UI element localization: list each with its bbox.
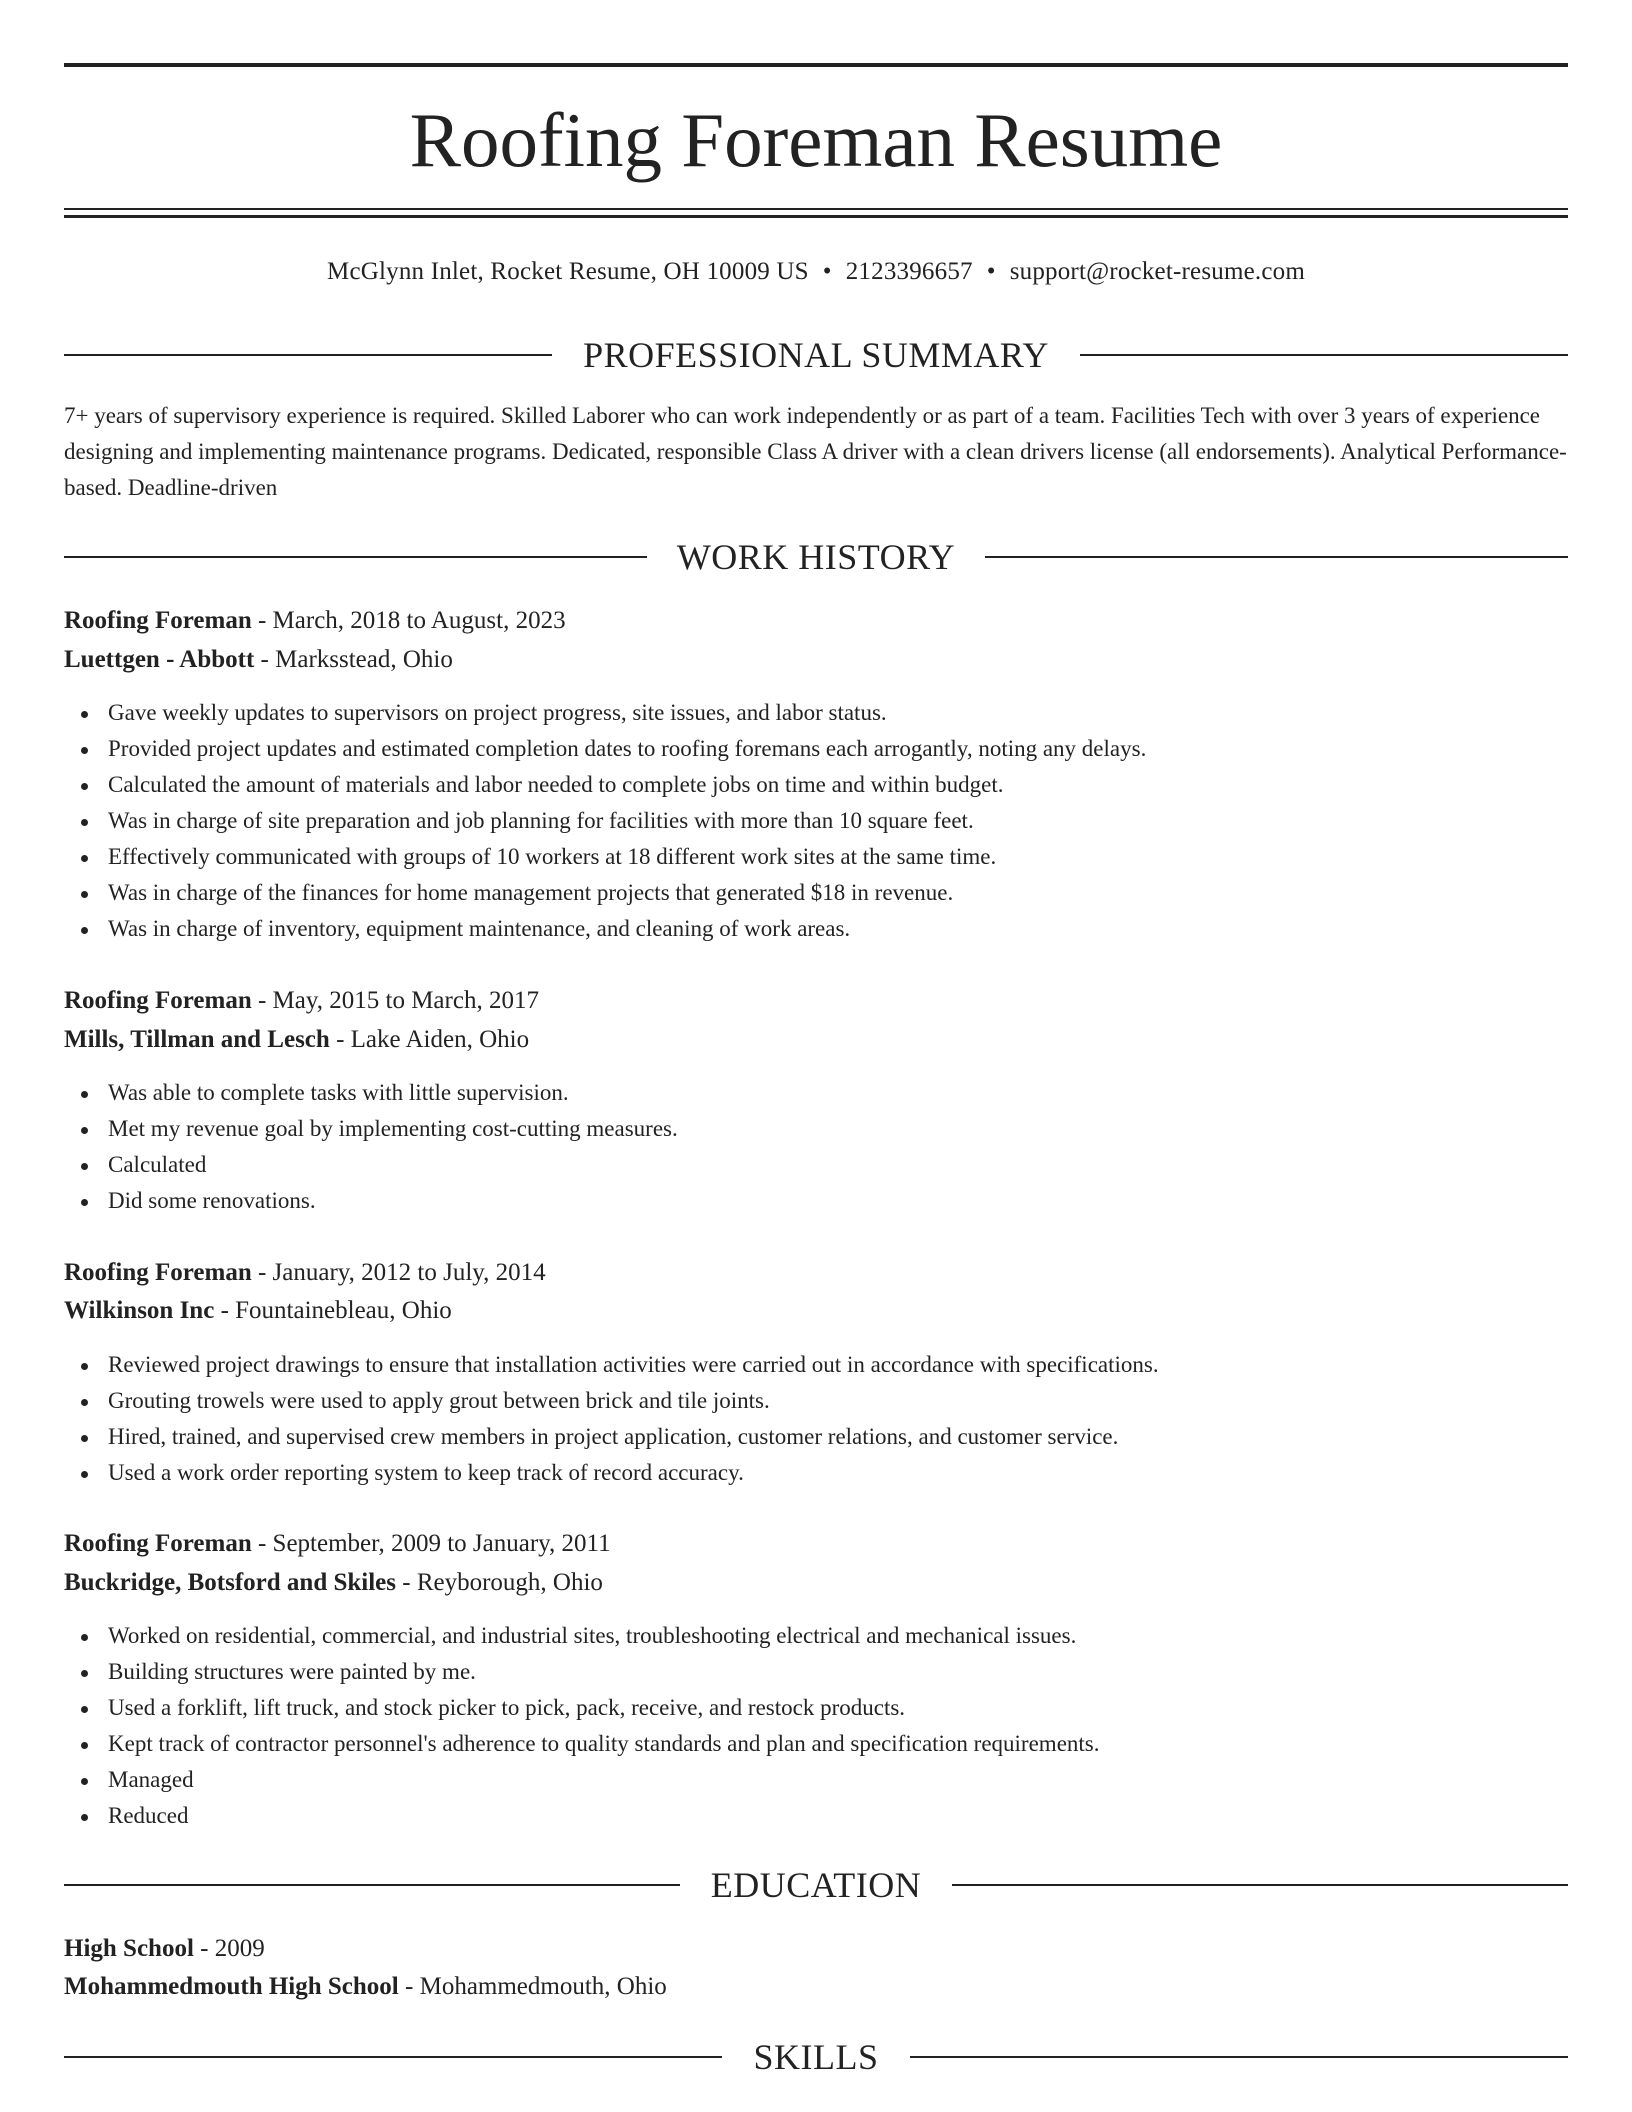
list-item: Reviewed project drawings to ensure that installation activities were carried out in accordance with specifications. [64, 1347, 1568, 1383]
job-bullets [64, 1347, 1568, 1491]
list-item: Provided project updates and estimated completion dates to roofing foremans each arrogantly, noting any delays. [64, 731, 1568, 767]
section-header-skills [64, 2035, 1568, 2079]
job-dates: - January, 2012 to July, 2014 [251, 1259, 546, 1286]
job-bullets [64, 1075, 1568, 1219]
contact-line [64, 254, 1568, 290]
job-title-line [64, 603, 1568, 639]
job-bullets [64, 1618, 1568, 1834]
section-header-work [64, 535, 1568, 579]
education-school-line [64, 1969, 1568, 2005]
list-item: Was in charge of site preparation and job planning for facilities with more than 10 square feet. [64, 803, 1568, 839]
job-company-line [64, 1293, 1568, 1329]
list-item: Grouting trowels were used to apply grout between brick and tile joints. [64, 1383, 1568, 1419]
education-location: - Mohammedmouth, Ohio [398, 1973, 667, 2000]
job-title: Roofing Foreman [64, 607, 252, 634]
job-dates: - May, 2015 to March, 2017 [251, 987, 539, 1014]
list-item: Hired, trained, and supervised crew members in project application, customer relations, and customer service. [64, 1419, 1568, 1455]
list-item: Was in charge of inventory, equipment maintenance, and cleaning of work areas. [64, 911, 1568, 947]
list-item: Reduced [64, 1798, 1568, 1834]
list-item: Calculated [64, 1147, 1568, 1183]
list-item: Met my revenue goal by implementing cost-cutting measures. [64, 1111, 1568, 1147]
education-school: Mohammedmouth High School [64, 1973, 399, 2000]
section-header-education [64, 1863, 1568, 1907]
job-location: - Reyborough, Ohio [396, 1569, 603, 1596]
list-item: Calculated the amount of materials and labor needed to complete jobs on time and within budget. [64, 767, 1568, 803]
job-title: Roofing Foreman [64, 987, 252, 1014]
resume-title: Roofing Foreman Resume [409, 97, 1223, 183]
section-rule-right [1080, 354, 1568, 356]
job-company-line [64, 642, 1568, 678]
education-degree: High School [64, 1935, 194, 1962]
job-dates: - March, 2018 to August, 2023 [251, 607, 566, 634]
job-company: Wilkinson Inc [64, 1297, 215, 1324]
job-title-line [64, 1526, 1568, 1562]
job-company-line [64, 1022, 1568, 1058]
section-rule-right [910, 2056, 1568, 2058]
job-location: - Marksstead, Ohio [254, 646, 453, 673]
job-title-line [64, 983, 1568, 1019]
header-top-rule [64, 63, 1568, 67]
contact-phone: 2123396657 [845, 258, 973, 285]
job-location: - Fountainebleau, Ohio [214, 1297, 452, 1324]
section-title: PROFESSIONAL SUMMARY [583, 335, 1049, 375]
header-rule-upper [64, 208, 1568, 210]
header-rule-lower [64, 215, 1568, 218]
contact-separator: • [986, 258, 996, 285]
list-item: Worked on residential, commercial, and industrial sites, troubleshooting electrical and mechanical issues. [64, 1618, 1568, 1654]
section-title: SKILLS [753, 2037, 879, 2077]
section-header-summary [64, 333, 1568, 377]
list-item: Was able to complete tasks with little supervision. [64, 1075, 1568, 1111]
contact-separator: • [822, 258, 832, 285]
list-item: Used a forklift, lift truck, and stock picker to pick, pack, receive, and restock products. [64, 1690, 1568, 1726]
list-item: Kept track of contractor personnel's adherence to quality standards and plan and specification requirements. [64, 1726, 1568, 1762]
list-item: Managed [64, 1762, 1568, 1798]
contact-address: McGlynn Inlet, Rocket Resume, OH 10009 US [327, 258, 809, 285]
contact-email: support@rocket-resume.com [1009, 258, 1305, 285]
section-rule-right [952, 1884, 1568, 1886]
section-title: WORK HISTORY [676, 537, 956, 577]
education-year: - 2009 [193, 1935, 265, 1962]
job-location: - Lake Aiden, Ohio [329, 1026, 530, 1053]
list-item: Used a work order reporting system to keep track of record accuracy. [64, 1455, 1568, 1491]
list-item: Did some renovations. [64, 1183, 1568, 1219]
job-company-line [64, 1565, 1568, 1601]
list-item: Was in charge of the finances for home management projects that generated $18 in revenue. [64, 875, 1568, 911]
job-company: Mills, Tillman and Lesch [64, 1026, 330, 1053]
job-title: Roofing Foreman [64, 1530, 252, 1557]
list-item: Effectively communicated with groups of 10 workers at 18 different work sites at the same time. [64, 839, 1568, 875]
list-item: Building structures were painted by me. [64, 1654, 1568, 1690]
job-company: Luettgen - Abbott [64, 646, 255, 673]
job-company: Buckridge, Botsford and Skiles [64, 1569, 397, 1596]
summary-text: 7+ years of supervisory experience is required. Skilled Laborer who can work independently or as part of a team. Facilities Tech with over 3 years of experience designing and implementing maintenance programs. Dedicated, responsible Class A driver with a clean drivers license (all endorsements). Analytical Performance-based. Deadline-driven [64, 403, 1567, 500]
section-rule-right [985, 556, 1568, 558]
job-bullets [64, 695, 1568, 947]
job-dates: - September, 2009 to January, 2011 [251, 1530, 611, 1557]
job-title-line [64, 1255, 1568, 1291]
education-degree-line [64, 1931, 1568, 1967]
list-item: Gave weekly updates to supervisors on project progress, site issues, and labor status. [64, 695, 1568, 731]
job-title: Roofing Foreman [64, 1259, 252, 1286]
section-title: EDUCATION [710, 1865, 922, 1905]
